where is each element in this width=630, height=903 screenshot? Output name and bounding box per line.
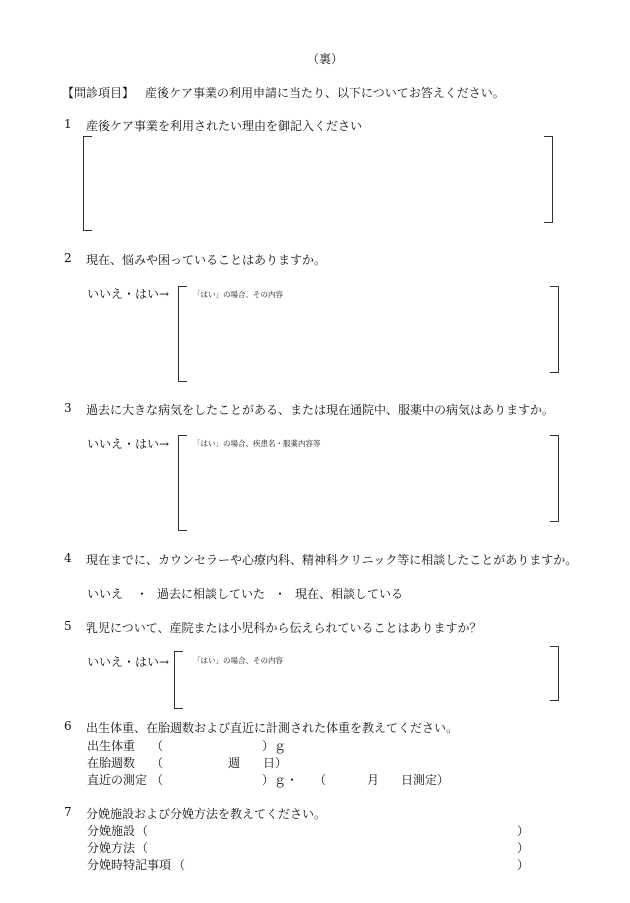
q2-number: 2 — [64, 251, 72, 265]
q5-answer-bracket-right — [550, 646, 559, 701]
q2-answer-bracket-right — [550, 286, 559, 373]
q4-option-past[interactable]: 過去に相談していた — [157, 587, 266, 601]
gestation-day-unit: 日） — [263, 756, 288, 770]
q5-answer-bracket-left[interactable] — [174, 651, 183, 709]
delivery-notes-label: 分娩時特記事項 — [87, 858, 172, 872]
q1-answer-bracket-right — [544, 136, 553, 223]
delivery-facility-field[interactable] — [150, 820, 512, 836]
birth-weight-label: 出生体重 — [87, 739, 136, 753]
q6-text: 出生体重、在胎週数および直近に計測された体重を教えてください。 — [86, 721, 459, 735]
delivery-method-label: 分娩方法 — [87, 841, 136, 855]
delivery-method-open: （ — [136, 841, 149, 855]
q2-note: 「はい」の場合、その内容 — [193, 290, 283, 299]
q3-note: 「はい」の場合、疾患名・服薬内容等 — [193, 439, 321, 448]
delivery-notes-open: （ — [173, 858, 186, 872]
q2-choice[interactable]: いいえ・はい→ — [87, 287, 170, 301]
q6-number: 6 — [64, 719, 72, 733]
gestation-label: 在胎週数 — [87, 756, 136, 770]
q3-answer-bracket-right — [550, 435, 559, 522]
q4-text: 現在までに、カウンセラーや心療内科、精神科クリニック等に相談したことがありますか。 — [86, 553, 578, 567]
q1-number: 1 — [64, 117, 72, 131]
q3-number: 3 — [64, 401, 72, 415]
q3-answer-bracket-left[interactable] — [178, 435, 187, 531]
gestation-week-field[interactable] — [165, 752, 223, 768]
delivery-facility-close: ） — [517, 824, 530, 838]
delivery-method-close: ） — [517, 841, 530, 855]
q5-note: 「はい」の場合、その内容 — [193, 656, 283, 665]
delivery-method-field[interactable] — [150, 837, 512, 853]
birth-weight-unit: ）ｇ — [262, 739, 287, 753]
gestation-open: （ — [151, 756, 164, 770]
birth-weight-open: （ — [151, 739, 164, 753]
q5-number: 5 — [64, 619, 72, 633]
q2-text: 現在、悩みや困っていることはありますか。 — [86, 253, 327, 267]
latest-day-unit: 日測定） — [401, 773, 450, 787]
q5-choice[interactable]: いいえ・はい→ — [87, 655, 170, 669]
q1-answer-bracket-left[interactable] — [83, 136, 92, 231]
q4-number: 4 — [64, 551, 72, 565]
q5-text: 乳児について、産院または小児科から伝えられていることはありますか？ — [86, 621, 482, 635]
q2-answer-bracket-left[interactable] — [178, 286, 187, 382]
latest-month-field[interactable] — [330, 769, 364, 785]
q1-text: 産後ケア事業を利用されたい理由を御記入ください — [86, 119, 363, 133]
latest-measure-open: （ — [151, 773, 164, 787]
q7-text: 分娩施設および分娩方法を教えてください。 — [86, 807, 327, 821]
intro-label: 【問診項目】 — [62, 86, 135, 100]
q4-separator: ・ — [136, 587, 149, 601]
q3-text: 過去に大きな病気をしたことがある、または現在通院中、服薬中の病気はありますか。 — [86, 403, 555, 417]
latest-date-open: （ — [314, 773, 327, 787]
latest-measure-label: 直近の測定 — [87, 773, 148, 787]
gestation-week-unit: 週 — [228, 756, 241, 770]
delivery-notes-close: ） — [517, 858, 530, 872]
gestation-day-field[interactable] — [243, 752, 261, 768]
delivery-facility-label: 分娩施設 — [87, 824, 136, 838]
latest-month-unit: 月 — [367, 773, 380, 787]
page-title: （裏） — [307, 52, 344, 66]
q4-separator: ・ — [274, 587, 287, 601]
delivery-notes-field[interactable] — [187, 854, 512, 870]
delivery-facility-open: （ — [136, 824, 149, 838]
q7-number: 7 — [64, 805, 72, 819]
q3-choice[interactable]: いいえ・はい→ — [87, 437, 170, 451]
latest-weight-field[interactable] — [165, 769, 258, 785]
q4-option-current[interactable]: 現在、相談している — [295, 587, 404, 601]
latest-day-field[interactable] — [383, 769, 399, 785]
q4-option-no[interactable]: いいえ — [87, 587, 124, 601]
latest-measure-unit: ）ｇ・ — [262, 773, 299, 787]
birth-weight-field[interactable] — [165, 735, 258, 751]
intro-text: 産後ケア事業の利用申請に当たり、以下についてお答えください。 — [145, 86, 505, 100]
